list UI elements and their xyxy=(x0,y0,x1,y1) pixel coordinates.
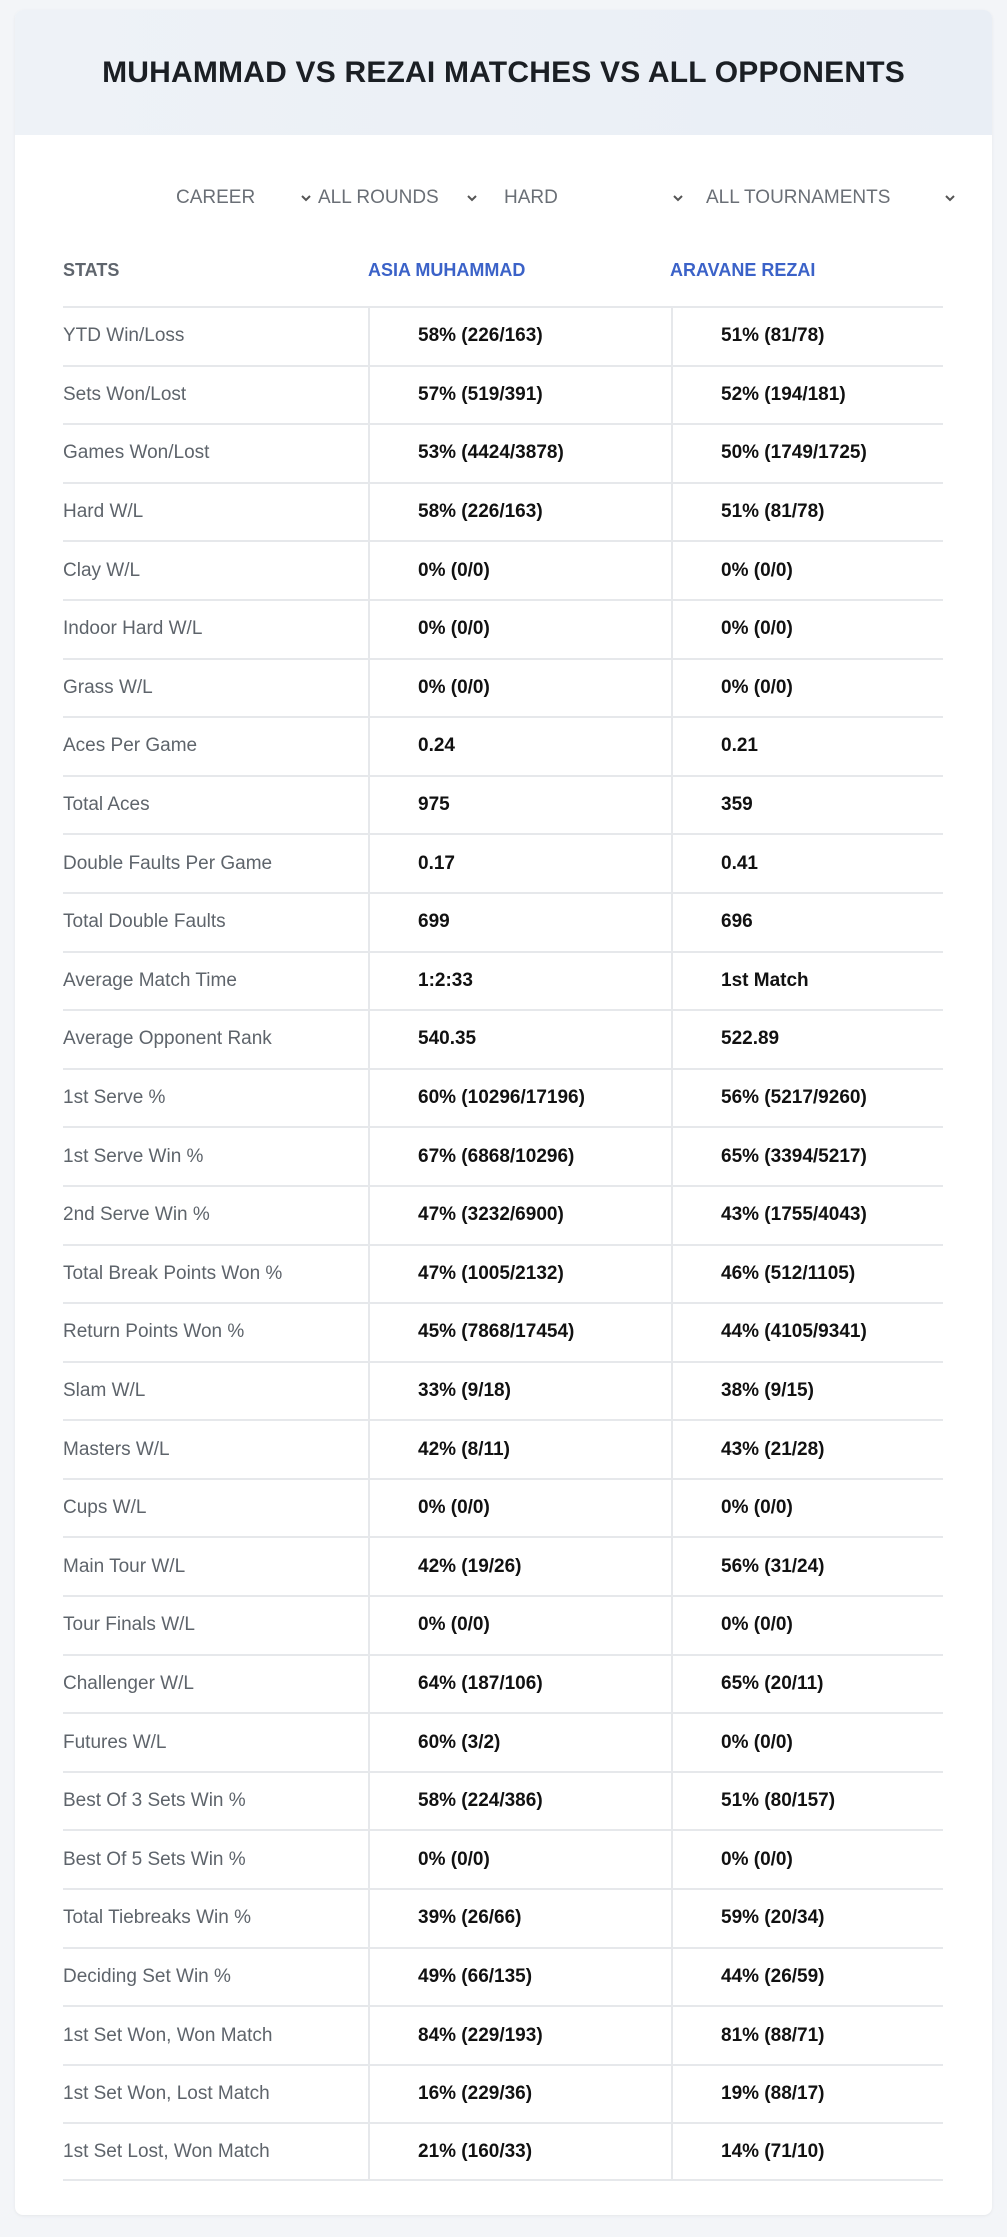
stat-label: Average Match Time xyxy=(63,969,237,991)
player2-stat-value: 0% (0/0) xyxy=(671,542,943,599)
stat-label: Cups W/L xyxy=(63,1497,147,1519)
chevron-down-icon xyxy=(944,192,956,204)
tournament-select[interactable] xyxy=(706,178,956,218)
player1-stat-value: 47% (3232/6900) xyxy=(368,1187,671,1244)
player2-stat-value: 56% (5217/9260) xyxy=(671,1070,943,1127)
stat-label: 2nd Serve Win % xyxy=(63,1204,210,1226)
stat-label: 1st Set Won, Won Match xyxy=(63,2024,273,2046)
player2-stat-value: 51% (81/78) xyxy=(671,308,943,365)
player2-stat-value: 0% (0/0) xyxy=(671,1831,943,1888)
player1-stat-value: 49% (66/135) xyxy=(368,1949,671,2006)
player2-stat-value: 1st Match xyxy=(671,953,943,1010)
table-row xyxy=(63,833,943,892)
stat-label: YTD Win/Loss xyxy=(63,325,185,347)
player1-stat-value: 540.35 xyxy=(368,1011,671,1068)
player2-stat-value: 65% (20/11) xyxy=(671,1656,943,1713)
stat-label: Games Won/Lost xyxy=(63,442,210,464)
player1-stat-value: 58% (224/386) xyxy=(368,1773,671,1830)
player1-stat-value: 58% (226/163) xyxy=(368,308,671,365)
player2-stat-value: 56% (31/24) xyxy=(671,1538,943,1595)
stat-label: Total Tiebreaks Win % xyxy=(63,1907,251,1929)
surface-select[interactable] xyxy=(504,178,684,218)
stat-label: Best Of 5 Sets Win % xyxy=(63,1848,246,1870)
player1-stat-value: 42% (19/26) xyxy=(368,1538,671,1595)
stat-label: Slam W/L xyxy=(63,1379,146,1401)
table-row xyxy=(63,1419,943,1478)
chevron-down-icon xyxy=(466,192,478,204)
table-row xyxy=(63,365,943,424)
stat-label: 1st Serve Win % xyxy=(63,1145,204,1167)
surface-select-value: HARD xyxy=(504,187,558,208)
player2-stat-value: 19% (88/17) xyxy=(671,2066,943,2123)
player2-stat-value: 0% (0/0) xyxy=(671,660,943,717)
table-row xyxy=(63,2005,943,2064)
player2-stat-value: 50% (1749/1725) xyxy=(671,425,943,482)
player2-stat-value: 52% (194/181) xyxy=(671,367,943,424)
player2-stat-value: 44% (26/59) xyxy=(671,1949,943,2006)
page-title: MUHAMMAD VS REZAI MATCHES VS ALL OPPONENTS xyxy=(102,55,905,89)
player2-stat-value: 43% (1755/4043) xyxy=(671,1187,943,1244)
player2-stat-value: 59% (20/34) xyxy=(671,1890,943,1947)
player1-stat-value: 0% (0/0) xyxy=(368,1597,671,1654)
stat-label: 1st Set Won, Lost Match xyxy=(63,2083,270,2105)
period-select[interactable] xyxy=(176,178,312,218)
stats-table xyxy=(63,306,943,2181)
player1-stat-value: 21% (160/33) xyxy=(368,2124,671,2179)
player1-column-header[interactable]: ASIA MUHAMMAD xyxy=(368,260,526,280)
player1-stat-value: 0% (0/0) xyxy=(368,542,671,599)
player2-stat-value: 0% (0/0) xyxy=(671,1597,943,1654)
player1-stat-value: 53% (4424/3878) xyxy=(368,425,671,482)
player2-stat-value: 14% (71/10) xyxy=(671,2124,943,2179)
table-row xyxy=(63,1712,943,1771)
table-row xyxy=(63,1244,943,1303)
stat-label: Masters W/L xyxy=(63,1438,170,1460)
player1-stat-value: 39% (26/66) xyxy=(368,1890,671,1947)
period-select-value: CAREER xyxy=(176,187,256,208)
stat-label: Aces Per Game xyxy=(63,735,198,757)
stat-label: 1st Set Lost, Won Match xyxy=(63,2140,270,2162)
stat-label: Challenger W/L xyxy=(63,1672,194,1694)
stats-column-header: STATS xyxy=(63,260,120,280)
table-row xyxy=(63,951,943,1010)
player1-stat-value: 699 xyxy=(368,894,671,951)
table-row xyxy=(63,2064,943,2123)
stat-label: Futures W/L xyxy=(63,1731,167,1753)
player1-stat-value: 60% (3/2) xyxy=(368,1714,671,1771)
stat-label: Sets Won/Lost xyxy=(63,383,187,405)
player2-stat-value: 81% (88/71) xyxy=(671,2007,943,2064)
player2-stat-value: 0.21 xyxy=(671,718,943,775)
stat-label: Total Break Points Won % xyxy=(63,1262,283,1284)
chevron-down-icon xyxy=(672,192,684,204)
table-row xyxy=(63,1771,943,1830)
player2-stat-value: 38% (9/15) xyxy=(671,1363,943,1420)
table-row xyxy=(63,1185,943,1244)
stat-label: Clay W/L xyxy=(63,559,141,581)
table-row xyxy=(63,540,943,599)
stat-label: Grass W/L xyxy=(63,676,153,698)
player1-stat-value: 0% (0/0) xyxy=(368,1831,671,1888)
table-row xyxy=(63,599,943,658)
player1-stat-value: 45% (7868/17454) xyxy=(368,1304,671,1361)
stat-label: Deciding Set Win % xyxy=(63,1965,231,1987)
table-row xyxy=(63,658,943,717)
table-row xyxy=(63,1126,943,1185)
chevron-down-icon xyxy=(300,192,312,204)
table-row xyxy=(63,1068,943,1127)
table-row xyxy=(63,1536,943,1595)
player2-stat-value: 65% (3394/5217) xyxy=(671,1128,943,1185)
player2-stat-value: 0% (0/0) xyxy=(671,1480,943,1537)
stat-label: Total Aces xyxy=(63,794,150,816)
round-select[interactable] xyxy=(318,178,478,218)
player2-stat-value: 522.89 xyxy=(671,1011,943,1068)
player2-stat-value: 359 xyxy=(671,777,943,834)
player1-stat-value: 16% (229/36) xyxy=(368,2066,671,2123)
player1-stat-value: 0.24 xyxy=(368,718,671,775)
card-header xyxy=(15,10,992,135)
player2-stat-value: 44% (4105/9341) xyxy=(671,1304,943,1361)
stat-label: 1st Serve % xyxy=(63,1087,166,1109)
table-row xyxy=(63,775,943,834)
player1-stat-value: 33% (9/18) xyxy=(368,1363,671,1420)
stat-label: Best Of 3 Sets Win % xyxy=(63,1790,246,1812)
table-row xyxy=(63,1654,943,1713)
table-row xyxy=(63,1478,943,1537)
table-row xyxy=(63,1947,943,2006)
player1-stat-value: 58% (226/163) xyxy=(368,484,671,541)
player2-stat-value: 0% (0/0) xyxy=(671,601,943,658)
table-row xyxy=(63,1888,943,1947)
stat-label: Double Faults Per Game xyxy=(63,852,273,874)
player2-stat-value: 0% (0/0) xyxy=(671,1714,943,1771)
round-select-value: ALL ROUNDS xyxy=(318,187,439,208)
player1-stat-value: 42% (8/11) xyxy=(368,1421,671,1478)
table-row xyxy=(63,306,943,365)
player1-stat-value: 84% (229/193) xyxy=(368,2007,671,2064)
table-row xyxy=(63,1302,943,1361)
player1-stat-value: 0% (0/0) xyxy=(368,1480,671,1537)
table-row xyxy=(63,1009,943,1068)
stat-label: Average Opponent Rank xyxy=(63,1028,272,1050)
table-row xyxy=(63,423,943,482)
table-row xyxy=(63,716,943,775)
player1-stat-value: 0% (0/0) xyxy=(368,660,671,717)
stat-label: Main Tour W/L xyxy=(63,1555,186,1577)
player2-stat-value: 46% (512/1105) xyxy=(671,1246,943,1303)
stat-label: Return Points Won % xyxy=(63,1321,245,1343)
player1-stat-value: 64% (187/106) xyxy=(368,1656,671,1713)
player2-column-header[interactable]: ARAVANE REZAI xyxy=(670,260,816,280)
player2-stat-value: 696 xyxy=(671,894,943,951)
stats-card xyxy=(15,10,992,2215)
player1-stat-value: 1:2:33 xyxy=(368,953,671,1010)
table-row xyxy=(63,482,943,541)
player1-stat-value: 0.17 xyxy=(368,835,671,892)
table-row xyxy=(63,2122,943,2181)
player1-stat-value: 67% (6868/10296) xyxy=(368,1128,671,1185)
player2-stat-value: 43% (21/28) xyxy=(671,1421,943,1478)
table-row xyxy=(63,1829,943,1888)
table-row xyxy=(63,1361,943,1420)
filter-bar xyxy=(15,178,992,218)
stat-label: Hard W/L xyxy=(63,501,144,523)
player1-stat-value: 57% (519/391) xyxy=(368,367,671,424)
player1-stat-value: 47% (1005/2132) xyxy=(368,1246,671,1303)
tournament-select-value: ALL TOURNAMENTS xyxy=(706,187,891,208)
player1-stat-value: 975 xyxy=(368,777,671,834)
table-row xyxy=(63,1595,943,1654)
stat-label: Indoor Hard W/L xyxy=(63,618,203,640)
stat-label: Total Double Faults xyxy=(63,911,226,933)
table-row xyxy=(63,892,943,951)
stat-label: Tour Finals W/L xyxy=(63,1614,195,1636)
player1-stat-value: 60% (10296/17196) xyxy=(368,1070,671,1127)
player2-stat-value: 51% (81/78) xyxy=(671,484,943,541)
player2-stat-value: 0.41 xyxy=(671,835,943,892)
player1-stat-value: 0% (0/0) xyxy=(368,601,671,658)
player2-stat-value: 51% (80/157) xyxy=(671,1773,943,1830)
